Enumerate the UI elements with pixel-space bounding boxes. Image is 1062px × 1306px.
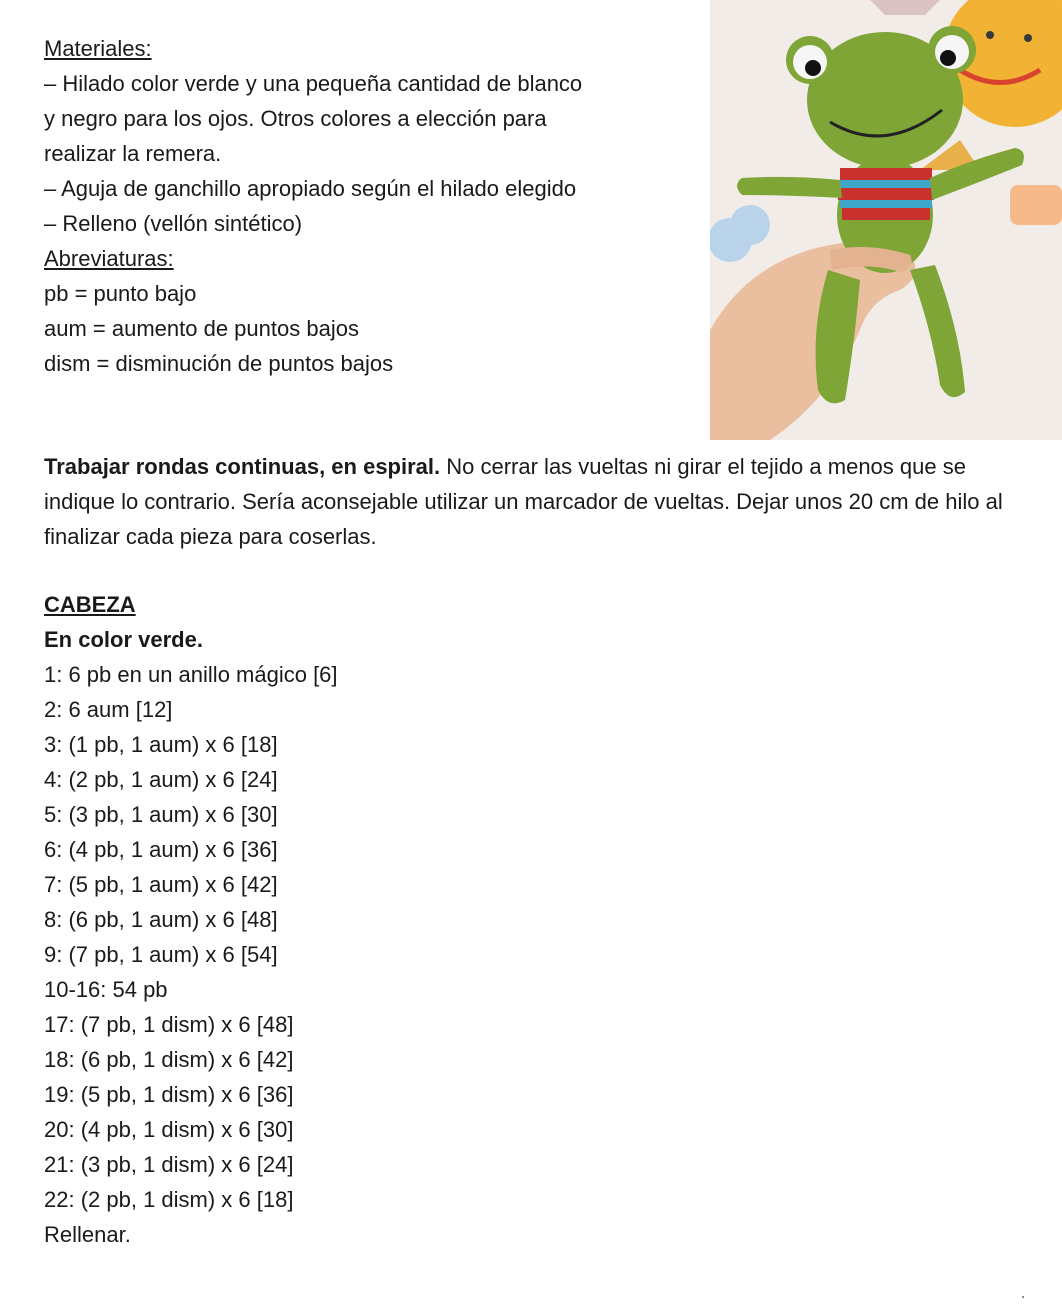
abbreviation-item: pb = punto bajo — [44, 281, 197, 306]
frog-amigurumi-photo — [710, 0, 1062, 440]
pattern-row: 2: 6 aum [12] — [44, 697, 173, 722]
pattern-row: 19: (5 pb, 1 dism) x 6 [36] — [44, 1082, 294, 1107]
pattern-row: 10-16: 54 pb — [44, 977, 168, 1002]
abbreviation-item: dism = disminución de puntos bajos — [44, 351, 394, 376]
materials-line: – Hilado color verde y una pequeña cantidad de blanco — [44, 71, 583, 96]
pattern-row: 22: (2 pb, 1 dism) x 6 [18] — [44, 1187, 294, 1212]
pattern-row: 20: (4 pb, 1 dism) x 6 [30] — [44, 1117, 294, 1142]
instructions-bold: Trabajar rondas continuas, en espiral. — [44, 454, 441, 479]
pattern-row: 18: (6 pb, 1 dism) x 6 [42] — [44, 1047, 294, 1072]
pattern-row: 9: (7 pb, 1 aum) x 6 [54] — [44, 942, 278, 967]
pattern-row: 5: (3 pb, 1 aum) x 6 [30] — [44, 802, 278, 827]
section-subtitle: En color verde. — [44, 627, 203, 652]
pattern-row: 17: (7 pb, 1 dism) x 6 [48] — [44, 1012, 294, 1037]
pattern-row: 7: (5 pb, 1 aum) x 6 [42] — [44, 872, 278, 897]
closing-instruction: Rellenar. — [44, 1222, 131, 1247]
page-mark — [1022, 1296, 1024, 1298]
pattern-row: 4: (2 pb, 1 aum) x 6 [24] — [44, 767, 278, 792]
pattern-row: 1: 6 pb en un anillo mágico [6] — [44, 662, 338, 687]
materials-heading: Materiales: — [44, 36, 152, 61]
pattern-row: 3: (1 pb, 1 aum) x 6 [18] — [44, 732, 278, 757]
materials-line: realizar la remera. — [44, 141, 222, 166]
abbreviations-heading: Abreviaturas: — [44, 246, 174, 271]
instructions-paragraph — [44, 449, 1004, 554]
pattern-row: 8: (6 pb, 1 aum) x 6 [48] — [44, 907, 278, 932]
materials-line: – Aguja de ganchillo apropiado según el hilado elegido — [44, 176, 577, 201]
instructions-text: No cerrar las vueltas ni girar el tejido a menos que se indique lo contrario. Sería aconsejable utilizar un marcador de vueltas. Dejar unos 20 cm de hilo al finalizar cada pieza para coserlas. — [44, 454, 1003, 549]
materials-line: – Relleno (vellón sintético) — [44, 211, 303, 236]
materials-line: y negro para los ojos. Otros colores a elección para — [44, 106, 547, 131]
abbreviation-item: aum = aumento de puntos bajos — [44, 316, 359, 341]
pattern-row: 6: (4 pb, 1 aum) x 6 [36] — [44, 837, 278, 862]
section-title: CABEZA — [44, 592, 136, 617]
pattern-row: 21: (3 pb, 1 dism) x 6 [24] — [44, 1152, 294, 1177]
